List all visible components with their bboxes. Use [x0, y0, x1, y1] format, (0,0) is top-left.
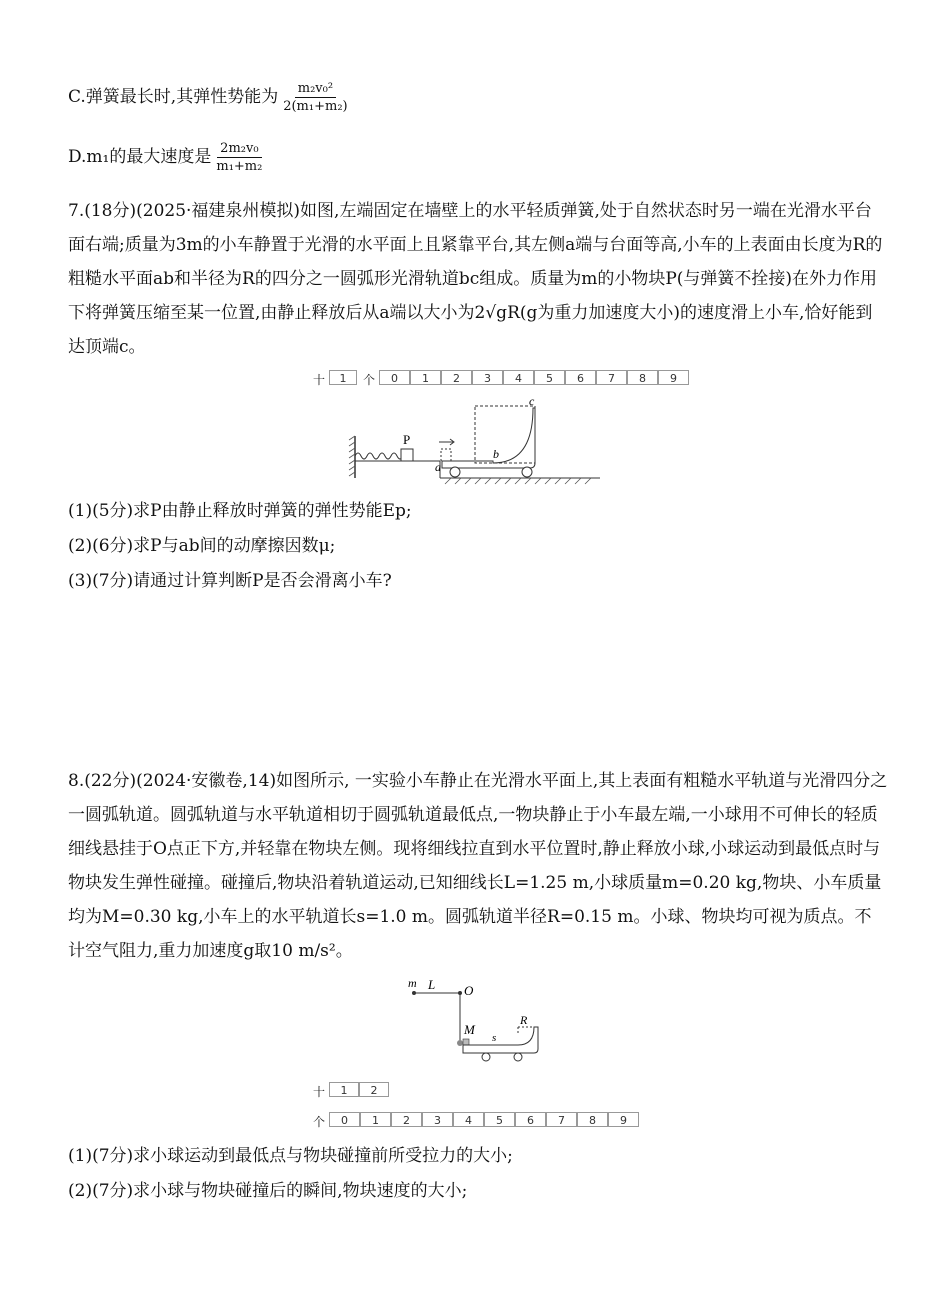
svg-text:O: O [464, 983, 474, 998]
grid-ones-cell[interactable]: 7 [596, 370, 627, 385]
q8-sub2: (2)(7分)求小球与物块碰撞后的瞬间,物块速度的大小; [68, 1181, 468, 1201]
grid-ones-cell[interactable]: 2 [441, 370, 472, 385]
block-m [463, 1039, 469, 1045]
q8-text: 8.(22分)(2024·安徽卷,14)如图所示, 一实验小车静止在光滑水平面上,其上表面有粗糙水平轨道与光滑四分之一圆弧轨道。圆弧轨道与水平轨道相切于圆弧轨道最低点,一物块静止于小车最左端,一小球用不可伸长的轻质细线悬挂于O点正下方,并轻靠在物块左侧。现将细线拉直到水平位置时,静止释放小球,小球运动到最低点时与物块发生弹性碰撞。碰撞后,物块沿着轨道运动,已知细线长L=1.25 m,小球质量m=0.20 kg,物块、小车质量均为M=0.30 kg,小车上的水平轨道长s=1.0 m。圆弧轨道半径R=0.15 m。小球、物块均可视为质点。不计空气阻力,重力加速度g取10 m/s²。 [68, 771, 888, 961]
q7-sub1: (1)(5分)求P由静止释放时弹簧的弹性势能Ep; [68, 501, 412, 521]
q7-text: 7.(18分)(2025·福建泉州模拟)如图,左端固定在墙壁上的水平轻质弹簧,处于自然状态时另一端在光滑水平台面右端;质量为3m的小车静置于光滑的水平面上且紧靠平台,其左侧a端与台面等高,小车的上表面由长度为R的粗糙水平面ab和半径为R的四分之一圆弧形光滑轨道bc组成。质量为m的小物块P(与弹簧不拴接)在外力作用下将弹簧压缩至某一位置,由静止释放后从a端以大小为2√gR(g为重力加速度大小)的速度滑上小车,恰好能到达顶端c。 [68, 201, 883, 357]
grid-ones-cell[interactable]: 0 [379, 370, 410, 385]
wheel-2-left [482, 1053, 490, 1061]
svg-text:c: c [529, 396, 535, 408]
grid-ones-cell[interactable]: 6 [515, 1112, 546, 1127]
grid1-tens-cell[interactable]: 1 [329, 370, 357, 385]
q7-sub2: (2)(6分)求P与ab间的动摩擦因数μ; [68, 536, 336, 556]
grid-ones-cell[interactable]: 1 [360, 1112, 391, 1127]
svg-text:M: M [464, 1022, 475, 1037]
option-d: D.m₁的最大速度是 $\frac{\text{2m₂v₀}}{\text{m₁+m₂}}$ [68, 140, 265, 175]
grid-ones-cell[interactable]: 9 [608, 1112, 639, 1127]
grid-ones-cell[interactable]: 1 [410, 370, 441, 385]
option-d-fraction: $\frac{\text{2m₂v₀}}{\text{m₁+m₂}}$ [216, 141, 263, 174]
cart [442, 408, 535, 468]
option-c: C.弹簧最长时,其弹性势能为 $\frac{\text{m₂v₀²}}{\text{2(m₁+m₂)}}$ [68, 80, 351, 115]
wheel-2-right [514, 1053, 522, 1061]
grid-ones-cell[interactable]: 3 [472, 370, 503, 385]
q7-sub3: (3)(7分)请通过计算判断P是否会滑离小车? [68, 571, 392, 591]
wheel-right [522, 467, 532, 477]
answer-grid-2: 十 1 2 个 0 1 2 3 4 5 6 7 8 9 [313, 1082, 673, 1130]
wheel-left [450, 467, 460, 477]
svg-text:s: s [492, 1032, 497, 1044]
answer-grid-1: 十 1 个 0 1 2 3 4 5 6 7 8 9 [313, 370, 673, 388]
svg-text:P: P [403, 432, 411, 447]
grid-ones-cell[interactable]: 5 [484, 1112, 515, 1127]
svg-text:b: b [493, 447, 499, 461]
grid2-tens-cell-2[interactable]: 2 [359, 1082, 389, 1097]
svg-text:R: R [520, 1013, 528, 1027]
grid-ones-cell[interactable]: 3 [422, 1112, 453, 1127]
grid2-tens-cell-1[interactable]: 1 [329, 1082, 359, 1097]
spring [355, 453, 407, 459]
grid-ones-cell[interactable]: 7 [546, 1112, 577, 1127]
svg-text:L: L [428, 977, 436, 992]
grid-ones-cell[interactable]: 4 [503, 370, 534, 385]
grid-ones-cell[interactable]: 9 [658, 370, 689, 385]
block-p [401, 449, 413, 461]
figure-pendulum-cart [400, 975, 560, 1070]
grid-ones-cell[interactable]: 8 [577, 1112, 608, 1127]
grid-ones-cell[interactable]: 8 [627, 370, 658, 385]
figure-spring-cart [345, 396, 605, 491]
grid-ones-cell[interactable]: 0 [329, 1112, 360, 1127]
q8-sub1: (1)(7分)求小球运动到最低点与物块碰撞前所受拉力的大小; [68, 1146, 513, 1166]
option-c-fraction: $\frac{\text{m₂v₀²}}{\text{2(m₁+m₂)}}$ [283, 81, 348, 114]
grid-ones-cell[interactable]: 6 [565, 370, 596, 385]
svg-text:m: m [408, 976, 417, 990]
grid-ones-cell[interactable]: 4 [453, 1112, 484, 1127]
svg-text:a: a [435, 460, 441, 474]
ball [457, 1040, 463, 1046]
grid-ones-cell[interactable]: 2 [391, 1112, 422, 1127]
grid-ones-cell[interactable]: 5 [534, 370, 565, 385]
